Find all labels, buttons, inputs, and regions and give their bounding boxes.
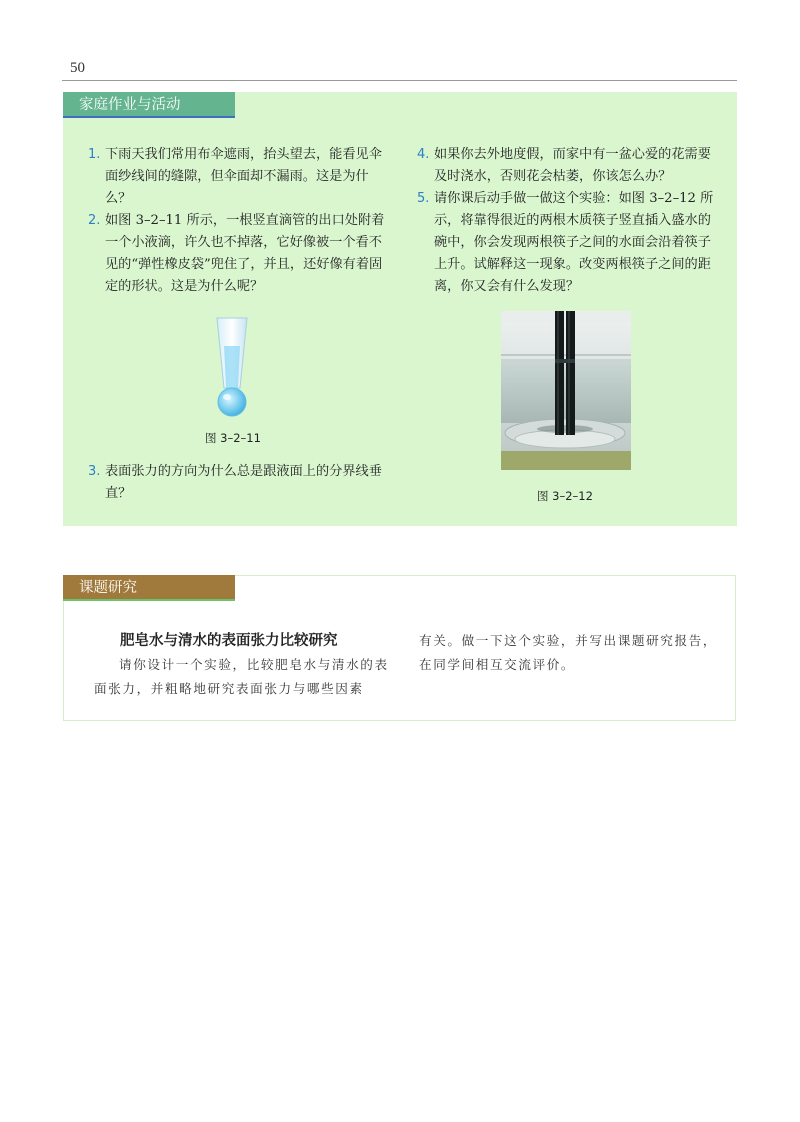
homework-item-4: [417, 144, 717, 188]
figure-caption-2: 图 3–2–12: [537, 489, 593, 503]
chopsticks-photo: [501, 311, 631, 470]
item-number: 5.: [417, 191, 430, 206]
homework-title: 家庭作业与活动: [63, 92, 235, 118]
homework-right-column: [417, 144, 717, 298]
item-text: 请你课后动手做一做这个实验：如图 3–2–12 所示，将靠得很近的两根木质筷子竖直插入盛水的碗中，你会发现两根筷子之间的水面会沿着筷子上升。试解释这一现象。改变两根筷子之间的距离，你又会有什么发现？: [434, 191, 714, 294]
homework-item-3: [88, 461, 405, 505]
homework-item-2: [88, 210, 388, 298]
figure-caption-1: 图 3–2–11: [205, 431, 261, 445]
item-text: 如图 3–2–11 所示，一根竖直滴管的出口处附着一个小液滴，许久也不掉落，它好像被一个看不见的“弹性橡皮袋”兜住了，并且，还好像有着固定的形状。这是为什么呢？: [105, 213, 385, 294]
dropper-figure: [212, 316, 252, 420]
item-number: 2.: [88, 213, 101, 228]
homework-left-column: [88, 144, 388, 298]
research-title: 课题研究: [63, 575, 235, 601]
homework-item-5: [417, 188, 717, 298]
research-heading: 肥皂水与清水的表面张力比较研究: [120, 633, 338, 649]
header-rule: [62, 80, 737, 81]
page-number: 50: [70, 60, 85, 76]
item-number: 3.: [88, 464, 101, 479]
item-number: 4.: [417, 147, 430, 162]
homework-item-1: [88, 144, 388, 210]
item-text: 表面张力的方向为什么总是跟液面上的分界线垂直？: [105, 464, 382, 501]
item-number: 1.: [88, 147, 101, 162]
research-text-left: 请你设计一个实验，比较肥皂水与清水的表面张力，并粗略地研究表面张力与哪些因素: [94, 657, 389, 696]
item-text: 下雨天我们常用布伞遮雨，抬头望去，能看见伞面纱线间的缝隙，但伞面却不漏雨。这是为什么？: [105, 147, 382, 206]
research-text-right: 有关。做一下这个实验，并写出课题研究报告，在同学间相互交流评价。: [419, 633, 718, 672]
item-text: 如果你去外地度假，而家中有一盆心爱的花需要及时浇水，否则花会枯萎，你该怎么办？: [434, 147, 711, 184]
